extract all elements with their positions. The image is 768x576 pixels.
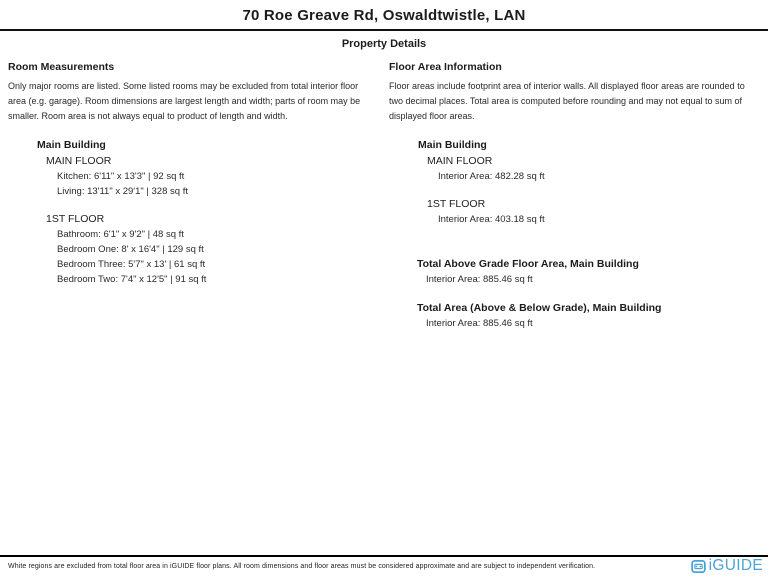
- room-measurements-description: Only major rooms are listed. Some listed rooms may be excluded from total interior floor area (e.g. garage). Room dimensions are largest length and width; parts of room may be smaller. Room area is not always equal to product of length and width.: [8, 81, 361, 121]
- room-measurement-line: Bedroom Three: 5'7" x 13' | 61 sq ft: [57, 259, 206, 270]
- iguide-logo-text: iGUIDE: [708, 557, 763, 574]
- footer-bar: [0, 555, 768, 576]
- interior-area-line: Interior Area: 482.28 sq ft: [438, 171, 545, 182]
- room-measurement-line: Living: 13'11" x 29'1" | 328 sq ft: [57, 186, 188, 197]
- room-measurements-heading: Room Measurements: [8, 61, 115, 73]
- room-measurements-building: [37, 138, 374, 287]
- document-title: 70 Roe Greave Rd, Oswaldtwistle, LAN: [242, 7, 526, 24]
- floor-area-description: Floor areas include footprint area of interior walls. All displayed floor areas are rounded to two decimal places. Total area is computed before rounding and may not equal to sum of displayed floor areas.: [389, 81, 745, 121]
- floor-area-information-section: [384, 61, 760, 331]
- floor-area-1st-floor: [427, 197, 760, 227]
- document-subtitle: Property Details: [341, 38, 427, 50]
- floor-name: MAIN FLOOR: [427, 155, 493, 167]
- iguide-camera-icon: [691, 559, 706, 574]
- interior-area-line: Interior Area: 885.46 sq ft: [426, 274, 533, 285]
- total-above-grade-block: [417, 257, 760, 287]
- building-name: Main Building: [37, 139, 106, 151]
- floor-name: 1ST FLOOR: [46, 213, 105, 225]
- floor-name: MAIN FLOOR: [46, 155, 112, 167]
- floor-main-floor: [46, 154, 374, 199]
- floor-1st-floor: [46, 212, 374, 287]
- footer-disclaimer: White regions are excluded from total floor area in iGUIDE floor plans. All room dimensions and floor areas must be considered approximate and are subject to independent verification.: [8, 562, 596, 570]
- room-measurement-line: Bathroom: 6'1" x 9'2" | 48 sq ft: [57, 229, 184, 240]
- total-heading: Total Above Grade Floor Area, Main Building: [417, 258, 639, 270]
- floor-area-building: [418, 138, 760, 227]
- total-heading: Total Area (Above & Below Grade), Main Building: [417, 302, 662, 314]
- interior-area-line: Interior Area: 885.46 sq ft: [426, 318, 533, 329]
- iguide-logo: [691, 558, 763, 574]
- floor-name: 1ST FLOOR: [427, 198, 486, 210]
- floor-area-heading: Floor Area Information: [389, 61, 502, 73]
- room-measurement-line: Kitchen: 6'11" x 13'3" | 92 sq ft: [57, 171, 185, 182]
- room-measurement-line: Bedroom Two: 7'4" x 12'5" | 91 sq ft: [57, 274, 207, 285]
- floor-area-main-floor: [427, 154, 760, 184]
- room-measurement-line: Bedroom One: 8' x 16'4" | 129 sq ft: [57, 244, 204, 255]
- total-above-below-grade-block: [417, 301, 760, 331]
- room-measurements-section: [8, 61, 384, 331]
- content-columns: [0, 61, 768, 331]
- interior-area-line: Interior Area: 403.18 sq ft: [438, 214, 545, 225]
- building-name: Main Building: [418, 139, 487, 151]
- title-divider: [0, 29, 768, 31]
